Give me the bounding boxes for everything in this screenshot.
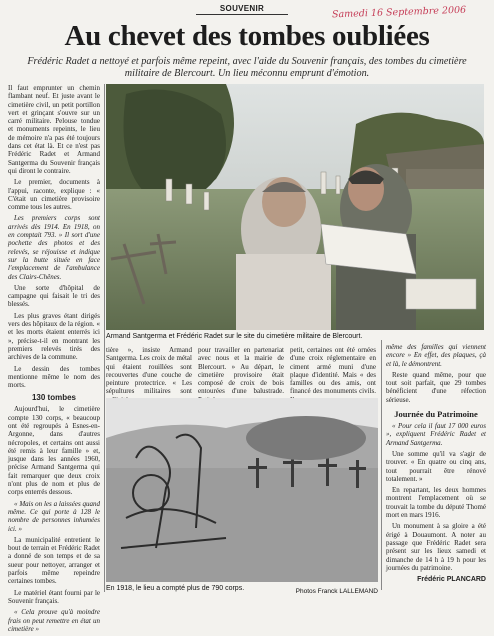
- paragraph: En repartant, les deux hommes montrent l'emplacement où se trouvait la tombe du député Thomé mort en mars 1916.: [386, 486, 486, 520]
- photo-caption-top: Armand Santgerma et Frédéric Radet sur le site du cimetière militaire de Blercourt.: [106, 333, 363, 340]
- section-rubric: SOUVENIR: [196, 4, 288, 15]
- column-rule: [381, 340, 382, 590]
- paragraph: tière », insiste Armand Santgerma. Les croix de métal qui étaient rouillées sont recouvertes d'une couche de peinture protectrice. « Les sépultures militaires sont: [106, 346, 192, 396]
- paragraph: Reste quand même, pour que tout soit parfait, que 29 tombes bénéficient d'une réfection sérieuse.: [386, 370, 486, 404]
- handwritten-date: Samedi 16 Septembre 2006: [331, 4, 467, 21]
- column-rule: [104, 84, 105, 592]
- photo-caption-bottom: En 1918, le lieu a compté plus de 790 corps.: [106, 585, 245, 592]
- photo-historic-cemetery: [106, 398, 378, 582]
- paragraph: pour travailler en partenariat avec nous et la mairie de Blercourt. » Au départ, le cimetière provisoire était composé de croix de bois entourées d'une balustrade.: [198, 346, 284, 396]
- paragraph: « Cela prouve qu'à moindre frais on peut remettre en état un cimetière »: [8, 608, 100, 633]
- photo-men-in-cemetery: [106, 84, 484, 330]
- headline: Au chevet des tombes oubliées: [64, 20, 430, 52]
- paragraph: Le premier, documents à l'appui, raconte, explique : « C'était un cimetière provisoire comme tous les autres.: [8, 178, 100, 212]
- column-5: [386, 343, 486, 583]
- paragraph: Le dessin des tombes mentionne même le nom des morts.: [8, 364, 100, 390]
- paragraph: Un monument à sa gloire a été érigé à Douaumont. A noter au passage que Frédéric Radet sera présent sur les lieux samedi et dimanche de 14 h à 19 h pour les journées du patrimoine.: [386, 522, 486, 572]
- paragraph: petit, certaines ont été ornées d'une croix réglementaire en ciment armé muni d'une plaque d'identité. Mais « des familles ou des amis, ont financé des monuments civils.: [290, 346, 376, 396]
- author-signature: Frédéric PLANCARD: [417, 576, 486, 584]
- photo-credit: Photos Franck LALLEMAND: [295, 588, 378, 595]
- lede: Frédéric Radet a nettoyé et parfois même repeint, avec l'aide du Souvenir français, des tombes du cimetière militaire de Blercourt. Un lieu méconnu emprunt d'émotion.: [27, 56, 467, 79]
- photo-image: [106, 398, 378, 582]
- paragraph: Une sorte d'hôpital de campagne qui faisait le tri des blessés.: [8, 283, 100, 309]
- column-1: [8, 84, 100, 636]
- paragraph: Une somme qu'il va s'agir de trouver. « En quatre ou cinq ans, tout pourrait être rénové totalement. »: [386, 449, 486, 483]
- paragraph: « Pour cela il faut 17 000 euros », expliquent Frédéric Radet et Armand Santgerma.: [386, 422, 486, 447]
- paragraph: « Mais on les a laissées quand même. Ce qui porte à 128 le nombre de personnes inhumées ici. »: [8, 499, 100, 533]
- paragraph: La municipalité entretient le bout de terrain et Frédéric Radet a donné de son temps et de sa sueur pour nettoyer, arranger et parfois même repeindre certaines tombes.: [8, 535, 100, 586]
- paragraph: Les plus graves étant dirigés vers des hôpitaux de la région. « et les morts étaient enterrés ici », précise-t-il en montrant les premiers relevés tirés des archives de la commune.: [8, 311, 100, 362]
- photo-image: [106, 84, 484, 330]
- paragraph: même des familles qui viennent encore » En effet, des plaques, çà et là, le démontrent.: [386, 343, 486, 368]
- paragraph: Il faut emprunter un chemin flambant neuf. Et juste avant le cimetière civil, un petit portillon vert et grinçant s'ouvre sur un carré militaire. Pelouse tondue et monuments repeints, le lieu de mémoire n'a pas été toujours dans cet état là. Et ce n'est pas Frédéric Radet et Armand Santgerma du Souvenir français qui diront le contraire.: [8, 84, 100, 175]
- paragraph: Le matériel étant fourni par le Souvenir français.: [8, 588, 100, 605]
- subheading: Journée du Patrimoine: [394, 409, 478, 420]
- paragraph: Aujourd'hui, le cimetière compte 130 corps, « beaucoup ont été regroupés à Esnes-en-Argonne, dans d'autres nécropoles, et certains ont aussi été remis à leur famille » et, jusque dans les années 1960, précise Armand Santgerma qui fait remarquer que deux croix n'ont plus de nom et plus de corps enterrés dessous.: [8, 405, 100, 497]
- paragraph: Les premiers corps sont arrivés dès 1914. En 1918, on en comptait 793. » Il sort d'une pochette des photos et des relevés, se réjouisse et indique sur la butte située en face l'emplacement de l'ambulance des Clairs-Chênes.: [8, 214, 100, 281]
- subheading: 130 tombes: [31, 393, 77, 403]
